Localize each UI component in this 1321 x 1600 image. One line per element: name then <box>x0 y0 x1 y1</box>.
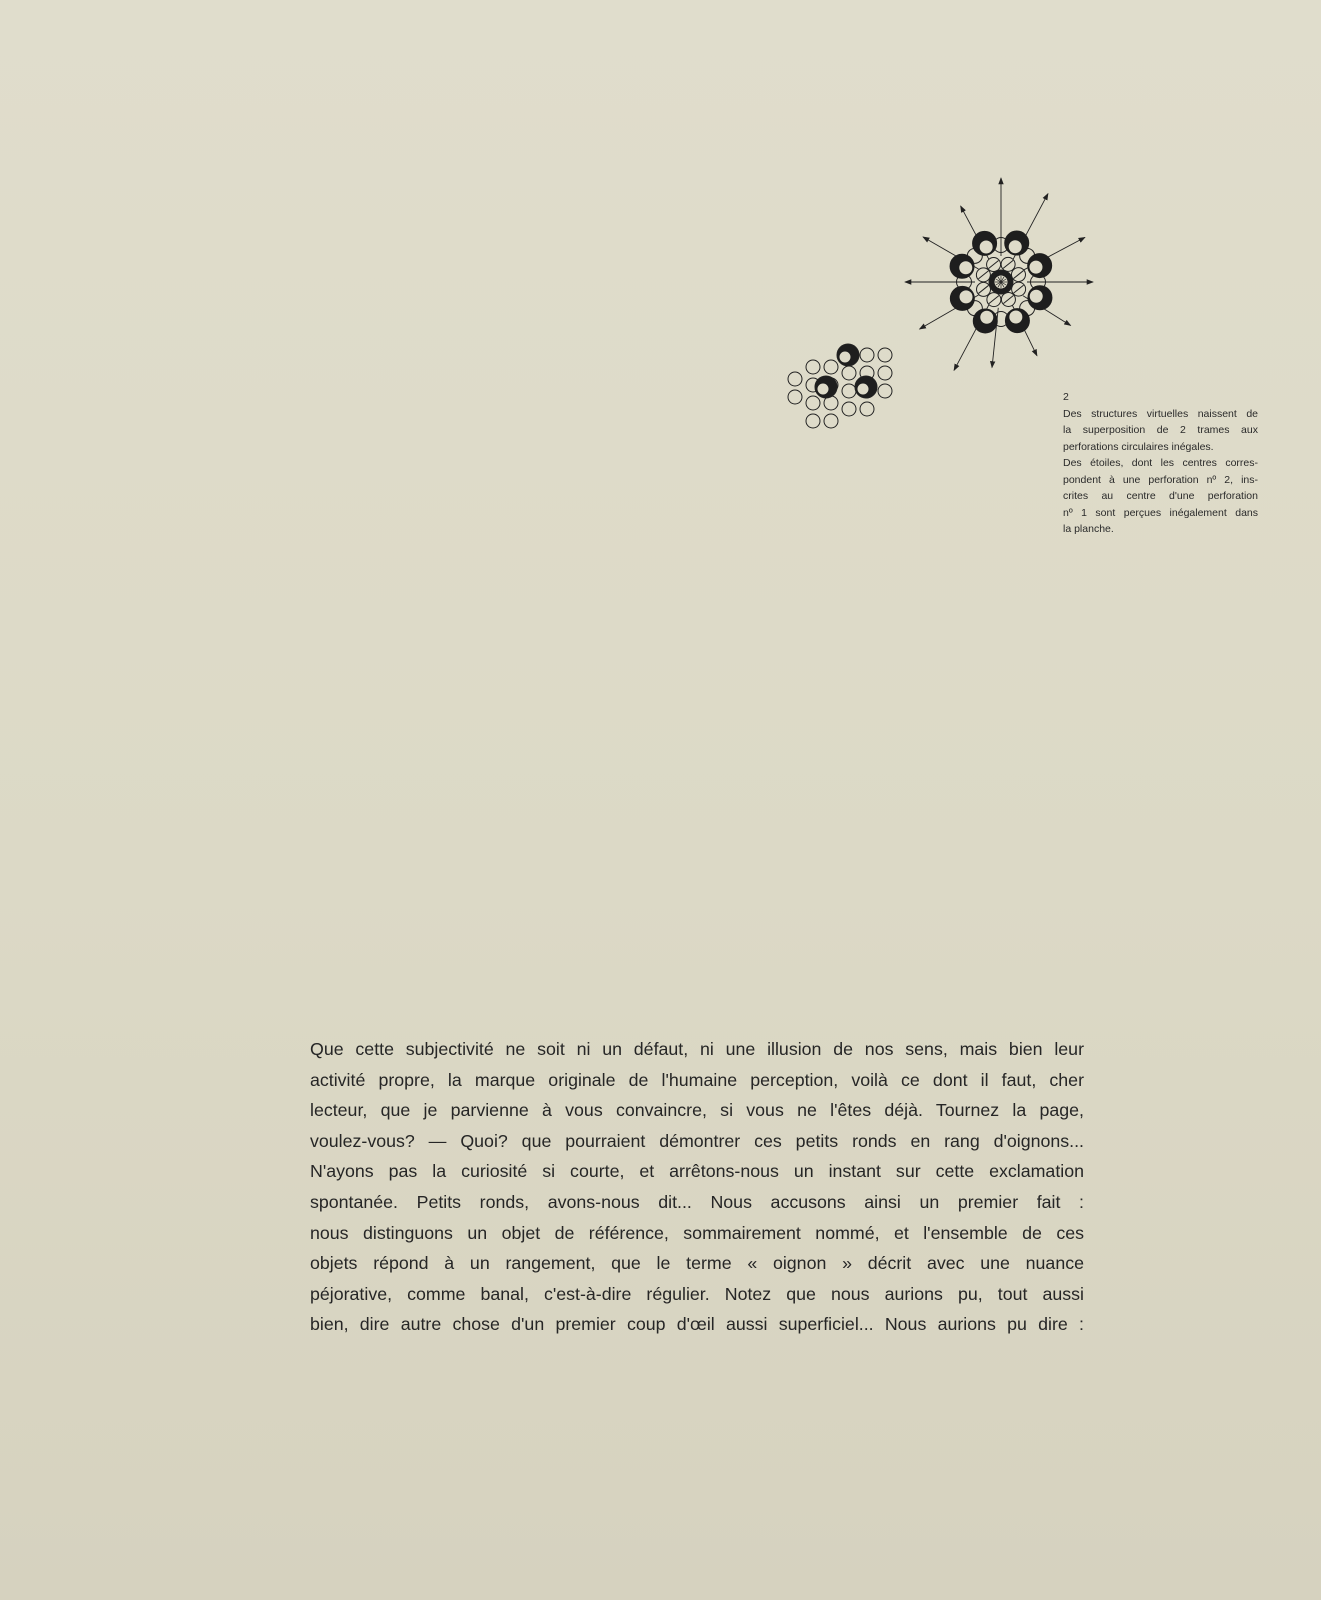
caption-line: crites au centre d'une perforation <box>1063 490 1258 502</box>
figure-star-structures <box>780 175 1100 445</box>
body-line: voulez-vous? — Quoi? que pourraient démontrer ces petits ronds en rang d'oignons... <box>310 1130 1084 1151</box>
caption-line: Des structures virtuelles naissent de <box>1063 407 1258 420</box>
caption-number: 2 <box>1063 391 1069 403</box>
body-line: spontanée. Petits ronds, avons-nous dit... Nous accusons ainsi un premier fait : <box>310 1191 1084 1212</box>
body-line: N'ayons pas la curiosité si courte, et arrêtons-nous un instant sur cette exclamation <box>310 1161 1084 1182</box>
body-line: lecteur, que je parvienne à vous convaincre, si vous ne l'êtes déjà. Tournez la page, <box>310 1100 1084 1121</box>
body-paragraph <box>310 1034 1084 1340</box>
body-line: objets répond à un rangement, que le terme « oignon » décrit avec une nuance <box>310 1253 1084 1274</box>
caption-line: la superposition de 2 trames aux <box>1063 424 1258 436</box>
body-line: péjorative, comme banal, c'est-à-dire régulier. Notez que nous aurions pu, tout aussi <box>310 1283 1084 1304</box>
body-line: Que cette subjectivité ne soit ni un défaut, ni une illusion de nos sens, mais bien leur <box>310 1039 1084 1059</box>
body-line: bien, dire autre chose d'un premier coup d'œil aussi superficiel... Nous aurions pu dire : <box>310 1314 1084 1335</box>
body-line: activité propre, la marque originale de l'humaine perception, voilà ce dont il faut, cher <box>310 1069 1084 1090</box>
caption-line: nº 1 sont perçues inégalement dans <box>1063 506 1258 519</box>
caption-line: pondent à une perforation nº 2, ins- <box>1063 473 1258 486</box>
caption-line: Des étoiles, dont les centres corres- <box>1063 457 1258 469</box>
star-structure-icon <box>905 178 1093 370</box>
caption-line: perforations circulaires inégales. <box>1063 440 1214 453</box>
small-cluster-icon <box>788 344 892 428</box>
body-line: nous distinguons un objet de référence, sommairement nommé, et l'ensemble de ces <box>310 1222 1084 1243</box>
figure-caption <box>1063 389 1258 538</box>
caption-line: la planche. <box>1063 523 1114 535</box>
